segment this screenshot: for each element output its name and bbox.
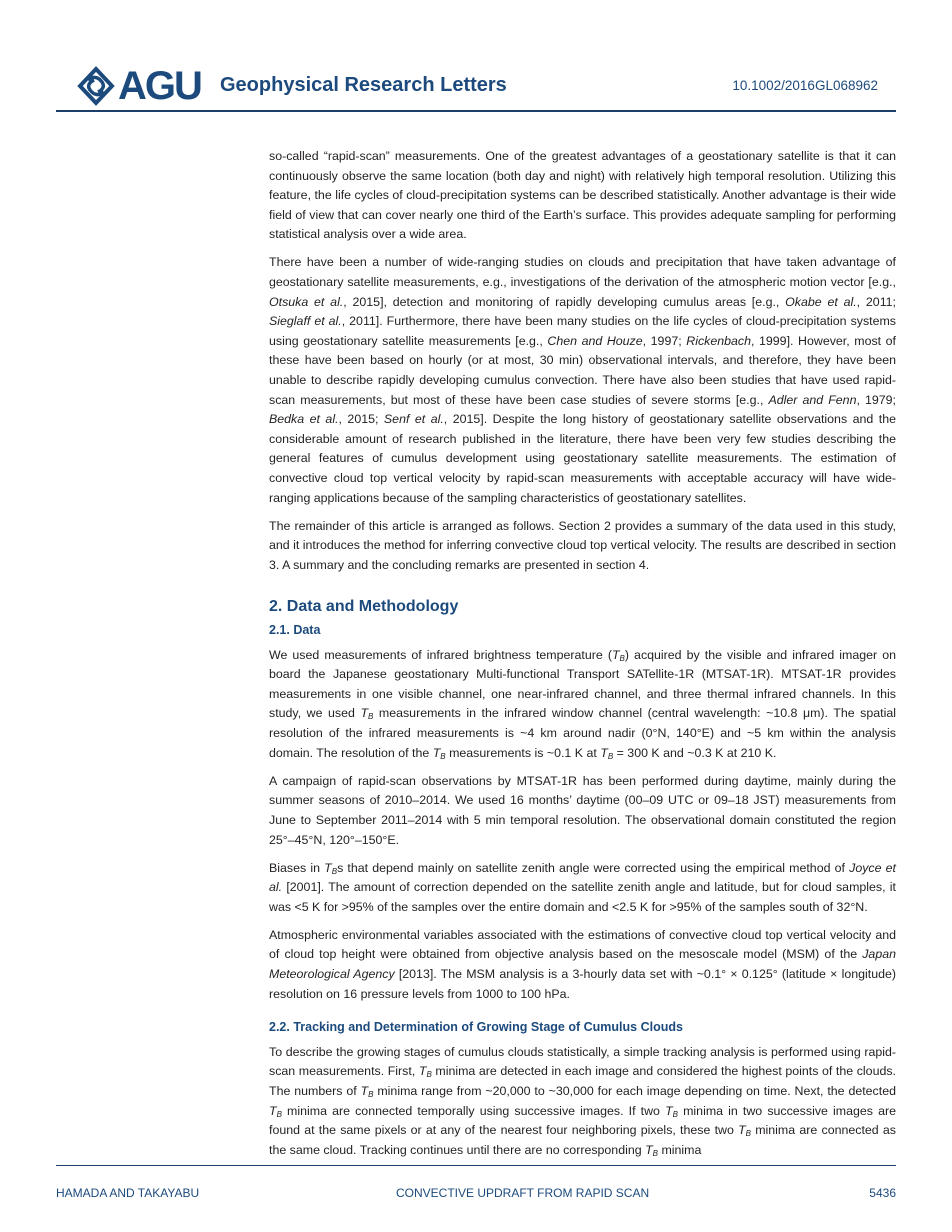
italic-run: T xyxy=(269,1103,277,1118)
text-run: s that depend mainly on satellite zenith angle were corrected using the empirical method of xyxy=(337,860,850,875)
header-divider xyxy=(56,110,896,112)
subscript: B xyxy=(276,1109,282,1119)
subsection-heading: 2.1. Data xyxy=(269,623,321,638)
subscript: B xyxy=(745,1129,751,1139)
subscript: B xyxy=(368,712,374,722)
logo-text: AGU xyxy=(118,64,201,108)
text-run: minima are connected as the same cloud. Tracking continues until there are no corresponding xyxy=(269,1123,896,1157)
text-run: measurements is ~0.1 K at xyxy=(445,745,601,760)
text-run: The remainder of this article is arranged as follows. Section 2 provides a summary of the data used in this study, and it introduces the method for inferring convective cloud top vertical velocity. The results are described in section 3. A summary and the concluding remarks are presented in section 4. xyxy=(269,518,896,572)
paragraph xyxy=(269,517,896,576)
subscript: B xyxy=(426,1070,432,1080)
text-run: , 2015], detection and monitoring of rapidly developing cumulus areas [e.g., xyxy=(343,294,786,309)
text-run: , 2015]. Despite the long history of geostationary satellite observations and the considerable amount of research published in the literature, there have been very few studies describing the general features of cumulus development using geostationary satellite measurements. The estimation of convective cloud top vertical velocity by rapid-scan measurements with acceptable accuracy will have wide-ranging applications because of the sampling characteristics of geostationary satellites. xyxy=(269,412,896,505)
subscript: B xyxy=(440,751,446,761)
text-run: To describe the growing stages of cumulus clouds statistically, a simple tracking analysis is performed using rapid-scan measurements. First, xyxy=(269,1044,896,1079)
agu-logo xyxy=(76,66,201,106)
footer-running-title: CONVECTIVE UPDRAFT FROM RAPID SCAN xyxy=(396,1186,650,1200)
italic-run: Joyce et al. xyxy=(269,860,896,895)
text-run: There have been a number of wide-ranging studies on clouds and precipitation that have taken advantage of geostationary satellite measurements, e.g., investigations of the derivation of the atmospheric motion vector [e.g., xyxy=(269,255,896,290)
subscript: B xyxy=(331,866,338,876)
italic-run: Rickenbach xyxy=(686,333,751,348)
subscript: B xyxy=(619,653,625,663)
page-number: 5436 xyxy=(869,1186,896,1200)
text-run: minima in two successive images are found at the same pixels or at any of the nearest four neighboring pixels, these two xyxy=(269,1103,896,1138)
text-run: minima xyxy=(658,1142,702,1157)
text-run: ) acquired by the visible and infrared imager on board the Japanese geostationary Multi-functional Transport SATellite-1R (MTSAT-1R). MTSAT-1R provides measurements in one visible channel, one near-infrared channel, and three thermal infrared channels. In this study, we used xyxy=(269,647,896,721)
italic-run: Japan Meteorological Agency xyxy=(269,947,896,982)
article-body xyxy=(269,147,896,1169)
text-run: minima range from ~20,000 to ~30,000 for each image depending on time. Next, the detected xyxy=(373,1084,896,1099)
italic-run: T xyxy=(600,745,608,760)
text-run: Biases in xyxy=(269,860,325,875)
paragraph xyxy=(269,772,896,850)
paragraph xyxy=(269,1043,896,1161)
footer-divider xyxy=(56,1165,896,1166)
italic-run: Okabe et al. xyxy=(785,294,857,309)
journal-title: Geophysical Research Letters xyxy=(220,74,507,96)
subsection-heading: 2.2. Tracking and Determination of Growing Stage of Cumulus Clouds xyxy=(269,1020,683,1035)
agu-swirl-icon xyxy=(76,66,116,106)
text-run: minima are detected in each image and considered the highest points of the clouds. The numbers of xyxy=(269,1064,896,1099)
italic-run: Senf et al. xyxy=(383,412,444,427)
section-heading: 2. Data and Methodology xyxy=(269,598,459,616)
italic-run: T xyxy=(738,1123,746,1138)
text-run: [2013]. The MSM analysis is a 3-hourly data set with ~0.1° × 0.125° (latitude × longitude) resolution on 16 pressure levels from 1000 to 100 hPa. xyxy=(269,967,896,1001)
paragraph xyxy=(269,926,896,1004)
text-run: = 300 K and ~0.3 K at 210 K. xyxy=(613,745,777,760)
italic-run: T xyxy=(665,1103,673,1118)
text-run: , 2011; xyxy=(856,294,896,309)
text-run: We used measurements of infrared brightness temperature ( xyxy=(269,647,612,662)
paragraph xyxy=(269,646,896,764)
subscript: B xyxy=(652,1148,658,1158)
text-run: , 2011]. Furthermore, there have been many studies on the life cycles of cloud-precipitation systems using geostationary satellite measurements [e.g., xyxy=(269,314,896,348)
italic-run: Bedka et al. xyxy=(269,412,339,427)
page-header xyxy=(72,64,880,108)
text-run: measurements in the infrared window channel (central wavelength: ~10.8 μm). The spatial resolution of the infrared measurements is ~4 km around nadir (0°N, 140°E) and ~5 km within the analysis domain. The resolution of the xyxy=(269,706,896,760)
italic-run: Sieglaff et al. xyxy=(269,314,342,329)
text-run: , 1997; xyxy=(642,333,687,348)
italic-run: Otsuka et al. xyxy=(269,294,344,309)
text-run: Atmospheric environmental variables associated with the estimations of convective cloud top vertical velocity and of cloud top height were obtained from objective analysis based on the mesoscale model (MSM) of the xyxy=(269,927,896,962)
subscript: B xyxy=(607,751,614,761)
italic-run: T xyxy=(418,1064,427,1079)
text-run: , 1999]. However, most of these have been based on hourly (or at most, 30 min) observational intervals, and therefore, they have been unable to describe rapidly developing cumulus convection. There have also been studies that have used rapid-scan measurements, but most of these have been case studies of severe storms [e.g., xyxy=(269,333,897,407)
text-run: minima are connected temporally using successive images. If two xyxy=(281,1103,666,1118)
text-run: A campaign of rapid-scan observations by MTSAT-1R has been performed during daytime, mainly during the summer seasons of 2010–2014. We used 16 months’ daytime (00–09 UTC or 09–18 JST) measurements from June to September 2011–2014 with 5 min temporal resolution. The observational domain constituted the region 25°–45°N, 120°–150°E. xyxy=(269,773,896,847)
italic-run: Adler and Fenn xyxy=(768,392,857,407)
text-run: [2001]. The amount of correction depended on the satellite zenith angle and latitude, but for cloud samples, it was <5 K for >95% of the samples over the entire domain and <2.5 K for >95% of the samples south of 32°N. xyxy=(269,880,896,914)
footer-authors: HAMADA AND TAKAYABU xyxy=(56,1186,200,1200)
paragraph xyxy=(269,253,896,508)
text-run: so-called “rapid-scan” measurements. One of the greatest advantages of a geostationary satellite is that it can continuously observe the same location (both day and night) with relatively high temporal resolution. Utilizing this feature, the life cycles of cloud-precipitation systems can be described statistically. Another advantage is their wide field of view that can cover nearly one third of the Earth’s surface. This provides adequate sampling for performing statistical analysis over a wide area. xyxy=(269,149,896,242)
italic-run: T xyxy=(360,1084,369,1099)
italic-run: T xyxy=(645,1142,653,1157)
text-run: , 1979; xyxy=(856,392,896,407)
paragraph xyxy=(269,859,896,918)
italic-run: Chen and Houze xyxy=(547,333,643,348)
italic-run: T xyxy=(324,860,332,875)
doi[interactable]: 10.1002/2016GL068962 xyxy=(732,78,878,93)
paragraph xyxy=(269,147,896,245)
italic-run: T xyxy=(360,706,369,721)
italic-run: T xyxy=(432,745,441,760)
subscript: B xyxy=(672,1109,678,1119)
text-run: , 2015; xyxy=(338,412,384,427)
subscript: B xyxy=(368,1090,374,1100)
italic-run: T xyxy=(611,647,620,662)
